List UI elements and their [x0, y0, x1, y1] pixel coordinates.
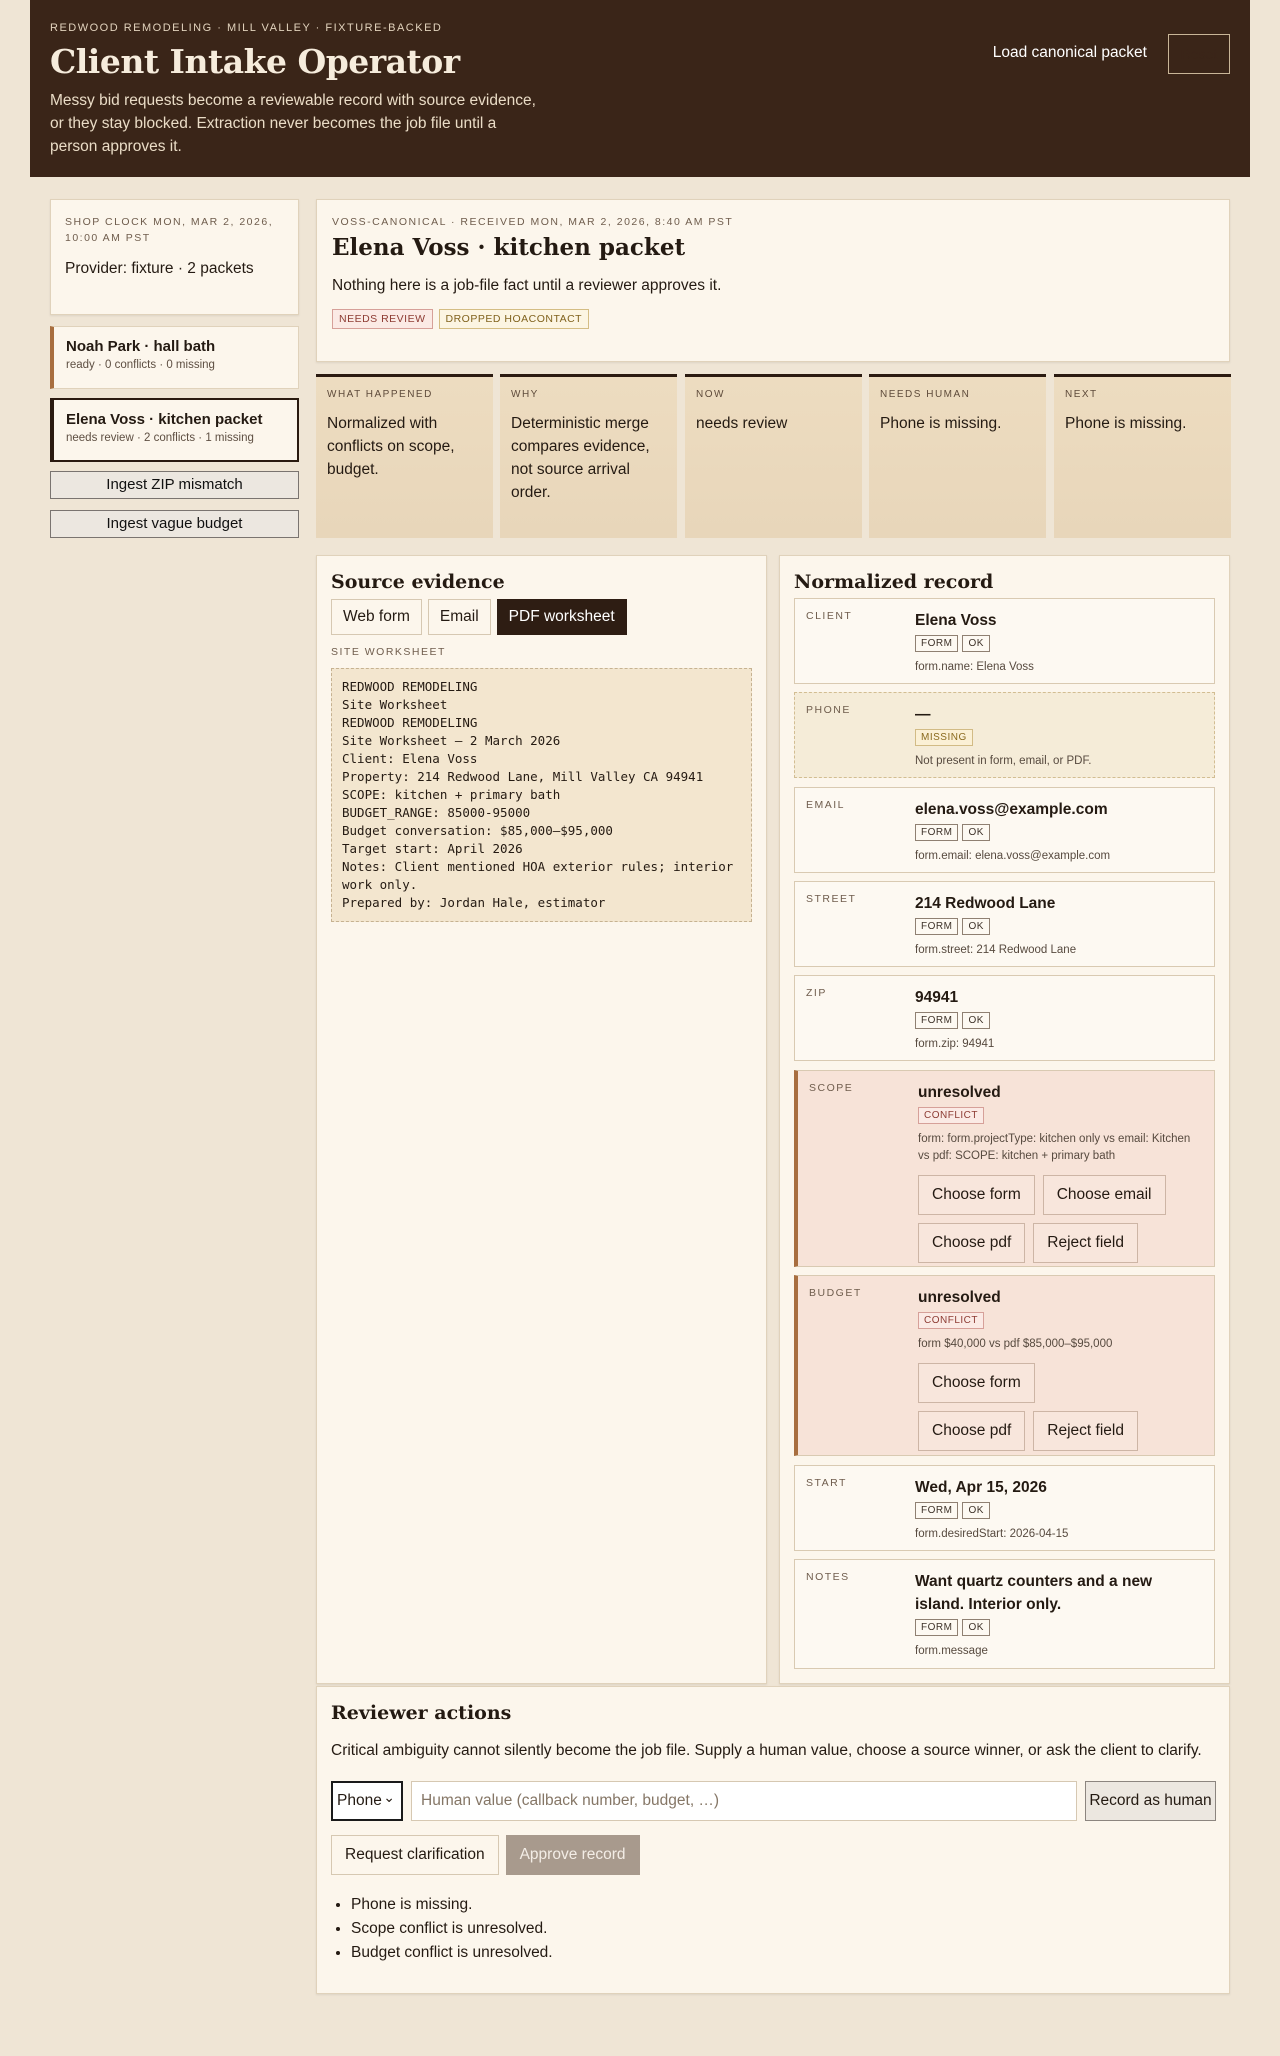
- field-value: unresolved: [918, 1084, 1001, 1101]
- scope-choose-email-button[interactable]: Choose email: [1043, 1175, 1166, 1215]
- packet-title: Elena Voss · kitchen packet: [332, 234, 686, 261]
- conflict-chip: CONFLICT: [918, 1107, 984, 1124]
- list-item: • Phone is missing.: [351, 1893, 553, 1917]
- shop-clock-panel: [50, 199, 299, 315]
- budget-reject-field-button[interactable]: Reject field: [1033, 1411, 1138, 1451]
- tab-pdf-worksheet[interactable]: PDF worksheet: [497, 599, 627, 635]
- packet-name: Noah Park · hall bath: [66, 338, 216, 355]
- packet-item-noah-park[interactable]: [50, 326, 299, 389]
- card-label: NOW: [696, 389, 725, 400]
- missing-chip: MISSING: [915, 729, 973, 746]
- header-eyebrow: REDWOOD REMODELING · MILL VALLEY · FIXTURE-BACKED: [50, 22, 443, 34]
- field-value: —: [915, 706, 931, 723]
- list-item: • Budget conflict is unresolved.: [351, 1941, 553, 1965]
- ok-chip: OK: [962, 1619, 989, 1636]
- ingest-zip-mismatch-button[interactable]: Ingest ZIP mismatch: [50, 471, 299, 499]
- field-label: NOTES: [806, 1571, 850, 1583]
- card-label: NEEDS HUMAN: [880, 389, 971, 400]
- field-value: Elena Voss: [915, 612, 997, 629]
- normalized-record-title: Normalized record: [794, 571, 994, 593]
- field-source: form $40,000 vs pdf $85,000–$95,000: [918, 1338, 1113, 1350]
- tab-web-form[interactable]: Web form: [331, 599, 422, 635]
- field-label: ZIP: [806, 987, 827, 999]
- field-source: form.email: elena.voss@example.com: [915, 850, 1111, 862]
- field-source: form: form.projectType: kitchen only vs email: Kitchen vs pdf: SCOPE: kitchen + primary bath: [918, 1133, 1191, 1162]
- reviewer-actions-title: Reviewer actions: [331, 1702, 512, 1724]
- card-label: WHY: [511, 389, 539, 400]
- field-source: form.message: [915, 1645, 988, 1657]
- field-source: form.desiredStart: 2026-04-15: [915, 1528, 1069, 1540]
- field-label: SCOPE: [809, 1082, 854, 1094]
- card-text: Deterministic merge compares evidence, not source arrival order.: [511, 415, 650, 501]
- field-label: CLIENT: [806, 610, 853, 622]
- field-start: [794, 1465, 1215, 1551]
- normalized-record-panel: [779, 555, 1230, 1684]
- field-value: 214 Redwood Lane: [915, 895, 1056, 912]
- card-why: [500, 374, 677, 538]
- packet-name: Elena Voss · kitchen packet: [66, 411, 263, 428]
- field-phone: [794, 692, 1215, 778]
- load-canonical-packet-link[interactable]: Load canonical packet: [992, 44, 1147, 61]
- shop-clock: SHOP CLOCK MON, MAR 2, 2026, 10:00 AM PST: [65, 216, 274, 244]
- source-document-text: REDWOOD REMODELING Site Worksheet REDWOOD REMODELING Site Worksheet — 2 March 2026 Client: Elena Voss Property: 214 Redwood Lane, Mill Valley CA 94941 SCOPE: kitchen + primary bath BUDGET_RANGE: 85000-95000 Budget conversation: $85,000–$95,000 Target start: April 2026 Notes: Client mentioned HOA exterior rules; interior work only. Prepared by: Jordan Hale, estimator: [331, 668, 752, 922]
- field-label: EMAIL: [806, 799, 846, 811]
- field-value: unresolved: [918, 1289, 1001, 1306]
- field-scope: [794, 1070, 1215, 1267]
- field-source: form.street: 214 Redwood Lane: [915, 944, 1077, 956]
- field-select[interactable]: Phone ⌄: [331, 1781, 403, 1821]
- ok-chip: OK: [962, 824, 989, 841]
- review-note: Nothing here is a job-file fact until a reviewer approves it.: [332, 277, 722, 294]
- field-notes: [794, 1559, 1215, 1669]
- scope-choose-form-button[interactable]: Choose form: [918, 1175, 1035, 1215]
- conflict-chip: CONFLICT: [918, 1312, 984, 1329]
- ok-chip: OK: [962, 1012, 989, 1029]
- reviewer-actions-panel: [316, 1686, 1230, 1994]
- source-evidence-title: Source evidence: [331, 571, 505, 593]
- field-value: Want quartz counters and a new island. Interior only.: [915, 1573, 1153, 1613]
- source-evidence-panel: [316, 555, 767, 1684]
- field-label: START: [806, 1477, 847, 1489]
- ok-chip: OK: [962, 918, 989, 935]
- card-next: [1054, 374, 1231, 538]
- field-street: [794, 881, 1215, 967]
- page-title: Client Intake Operator: [50, 42, 460, 81]
- packet-summary: [316, 199, 1230, 362]
- budget-choose-pdf-button[interactable]: Choose pdf: [918, 1411, 1025, 1451]
- tab-email[interactable]: Email: [428, 599, 491, 635]
- request-clarification-button[interactable]: Request clarification: [331, 1835, 499, 1875]
- ok-chip: OK: [962, 1502, 989, 1519]
- card-label: NEXT: [1065, 389, 1098, 400]
- field-value: Wed, Apr 15, 2026: [915, 1479, 1047, 1496]
- budget-choose-form-button[interactable]: Choose form: [918, 1363, 1035, 1403]
- field-value: 94941: [915, 989, 959, 1006]
- card-text: Phone is missing.: [1065, 415, 1187, 432]
- field-source: Not present in form, email, or PDF.: [915, 755, 1092, 767]
- card-text: Phone is missing.: [880, 415, 1002, 432]
- field-label: BUDGET: [809, 1287, 862, 1299]
- field-label: PHONE: [806, 704, 851, 716]
- card-text: needs review: [696, 415, 788, 432]
- field-label: STREET: [806, 893, 857, 905]
- scope-choose-pdf-button[interactable]: Choose pdf: [918, 1223, 1025, 1263]
- field-zip: [794, 975, 1215, 1061]
- field-budget: [794, 1275, 1215, 1456]
- card-now: [685, 374, 862, 538]
- packet-meta: needs review · 2 conflicts · 1 missing: [66, 432, 254, 444]
- record-as-human-button[interactable]: Record as human: [1085, 1781, 1216, 1821]
- needs-review-badge: NEEDS REVIEW: [332, 309, 433, 329]
- form-chip: FORM: [915, 918, 958, 935]
- blocking-issues-list: [351, 1893, 553, 1965]
- field-value: elena.voss@example.com: [915, 801, 1108, 818]
- dropped-field-badge: DROPPED HOACONTACT: [439, 309, 590, 329]
- packet-received: VOSS-CANONICAL · RECEIVED MON, MAR 2, 2026, 8:40 AM PST: [332, 216, 734, 228]
- form-chip: FORM: [915, 1012, 958, 1029]
- packet-meta: ready · 0 conflicts · 0 missing: [66, 359, 215, 371]
- reviewer-actions-description: Critical ambiguity cannot silently become the job file. Supply a human value, choose a source winner, or ask the client to clarify.: [331, 1742, 1202, 1759]
- app-header: [30, 0, 1250, 177]
- form-chip: FORM: [915, 1502, 958, 1519]
- card-label: WHAT HAPPENED: [327, 389, 433, 400]
- human-value-input[interactable]: [411, 1781, 1077, 1821]
- field-client: [794, 598, 1215, 684]
- ingest-vague-budget-button[interactable]: Ingest vague budget: [50, 510, 299, 538]
- form-chip: FORM: [915, 824, 958, 841]
- reset-button[interactable]: Reset: [1168, 34, 1230, 74]
- source-section-label: SITE WORKSHEET: [331, 646, 446, 658]
- field-email: [794, 787, 1215, 873]
- header-intro: Messy bid requests become a reviewable record with source evidence, or they stay blocked. Extraction never becomes the job file until a person approves it.: [50, 92, 536, 155]
- field-source: form.zip: 94941: [915, 1038, 995, 1050]
- card-what-happened: [316, 374, 493, 538]
- card-needs-human: [869, 374, 1046, 538]
- approve-record-button[interactable]: Approve record: [506, 1835, 640, 1875]
- scope-reject-field-button[interactable]: Reject field: [1033, 1223, 1138, 1263]
- field-source: form.name: Elena Voss: [915, 661, 1034, 673]
- provider-info: Provider: fixture · 2 packets: [65, 260, 254, 277]
- form-chip: FORM: [915, 1619, 958, 1636]
- form-chip: FORM: [915, 635, 958, 652]
- ok-chip: OK: [962, 635, 989, 652]
- list-item: • Scope conflict is unresolved.: [351, 1917, 553, 1941]
- packet-item-elena-voss[interactable]: [50, 398, 299, 462]
- card-text: Normalized with conflicts on scope, budget.: [327, 415, 455, 478]
